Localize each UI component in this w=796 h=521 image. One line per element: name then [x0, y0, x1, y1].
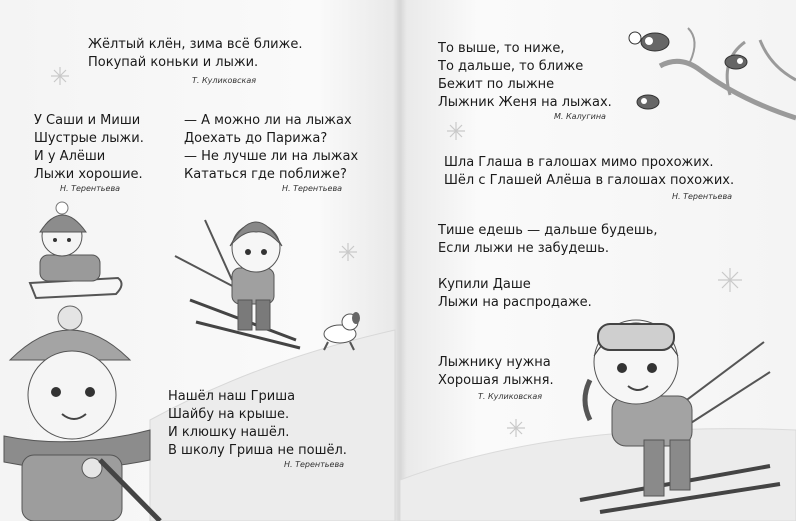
- poem-sasha-misha: [34, 112, 144, 184]
- poem-dasha: [438, 276, 592, 312]
- poem-zheltyi-klen: [88, 36, 302, 72]
- poem-line: — А можно ли на лыжах: [184, 113, 352, 128]
- poem-line: Шайбу на крыше.: [168, 407, 290, 422]
- poem-line: У Саши и Миши: [34, 113, 141, 128]
- poem-line: Шёл с Глашей Алёша в галошах похожих.: [444, 173, 735, 188]
- poem-tishe-edesh: [438, 222, 658, 258]
- poem-parizh: [184, 112, 358, 184]
- poem-glasha: [444, 154, 734, 190]
- poem-grisha: [168, 388, 347, 460]
- poem-author: Н. Терентьева: [60, 184, 121, 193]
- poem-line: Купили Даше: [438, 277, 531, 292]
- poem-author: Т. Куликовская: [192, 76, 257, 85]
- poem-line: Лыжи на распродаже.: [438, 295, 592, 310]
- poem-line: Кататься где поближе?: [184, 167, 347, 182]
- poem-author: Н. Терентьева: [672, 192, 733, 201]
- poem-line: Шла Глаша в галошах мимо прохожих.: [444, 155, 714, 170]
- poem-author: Н. Терентьева: [282, 184, 343, 193]
- child-skier: [175, 220, 300, 348]
- poem-line: Нашёл наш Гриша: [168, 389, 296, 404]
- poem-line: Жёлтый клён, зима всё ближе.: [88, 37, 303, 52]
- poem-line: Лыжнику нужна: [438, 355, 551, 370]
- poem-line: И клюшку нашёл.: [168, 425, 290, 440]
- poem-line: В школу Гриша не пошёл.: [168, 443, 347, 458]
- poem-line: То выше, то ниже,: [438, 41, 565, 56]
- poem-line: То дальше, то ближе: [438, 59, 584, 74]
- poem-author: Т. Куликовская: [478, 392, 543, 401]
- poem-line: Шустрые лыжи.: [34, 131, 144, 146]
- poem-line: Тише едешь — дальше будешь,: [438, 223, 658, 238]
- poem-line: Если лыжи не забудешь.: [438, 241, 610, 256]
- poem-line: И у Алёши: [34, 149, 106, 164]
- poem-author: Н. Терентьева: [284, 460, 345, 469]
- poem-lyzhnya: [438, 354, 554, 390]
- poem-line: Лыжник Женя на лыжах.: [438, 95, 612, 110]
- poem-line: — Не лучше ли на лыжах: [184, 149, 359, 164]
- child-with-hockey-stick: [4, 306, 160, 521]
- poem-line: Бежит по лыжне: [438, 77, 555, 92]
- birds-on-branch: [629, 28, 796, 118]
- poem-line: Доехать до Парижа?: [184, 131, 328, 146]
- poem-line: Хорошая лыжня.: [438, 373, 554, 388]
- child-on-sled: [30, 202, 122, 298]
- poem-line: Покупай коньки и лыжи.: [88, 55, 259, 70]
- poem-line: Лыжи хорошие.: [34, 167, 143, 182]
- snowy-hill-right: [400, 429, 796, 521]
- poem-zhenya: [438, 40, 612, 112]
- poem-author: М. Калугина: [554, 112, 606, 121]
